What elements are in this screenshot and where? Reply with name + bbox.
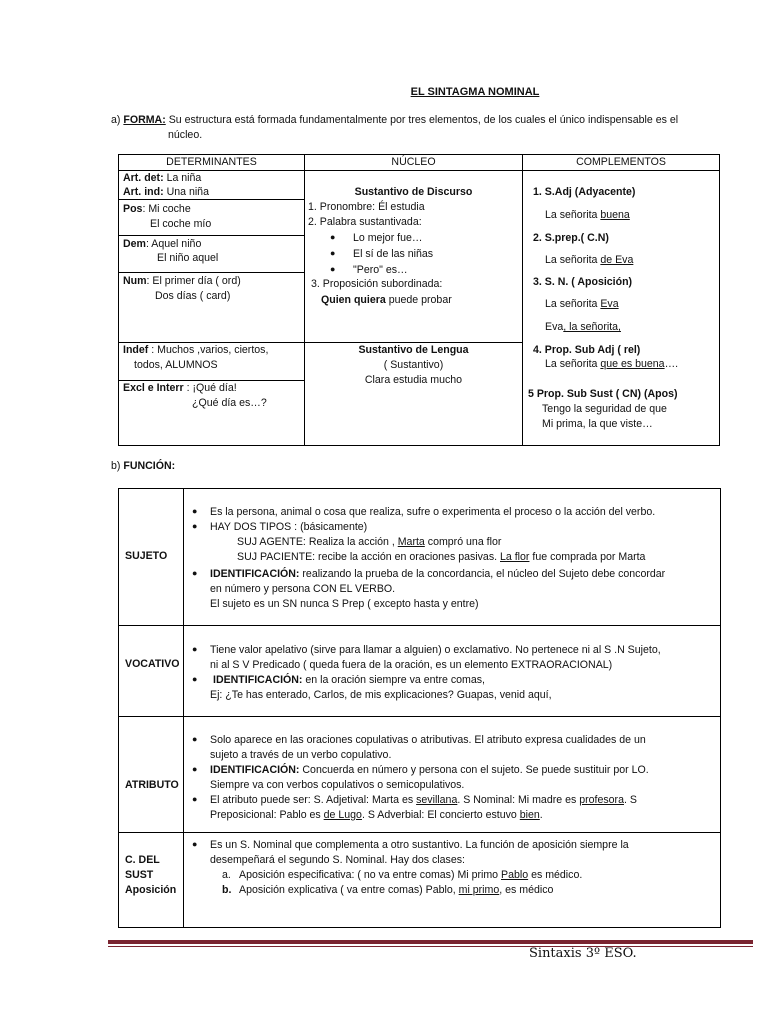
footer-rule-thin: [108, 946, 753, 947]
aposicion-label-2: SUST: [125, 869, 154, 881]
det-excl: Excl e Interr : ¡Qué día!: [123, 382, 237, 394]
aposicion-b: Aposición explicativa ( va entre comas) Pablo, mi primo, es médico: [239, 884, 554, 896]
nucleo-bullet-1: Lo mejor fue…: [353, 232, 423, 244]
vocativo-b1-l2: ni al S V Predicado ( queda fuera de la oración, es un elemento EXTRAORACIONAL): [210, 659, 613, 671]
comp-2-title: 2. S.prep.( C.N): [533, 232, 609, 244]
det-indef: Indef : Muchos ,varios, ciertos,: [123, 344, 269, 356]
header-determinantes: DETERMINANTES: [166, 156, 257, 168]
footer-rule: [108, 940, 753, 944]
aposicion-a-marker: a.: [222, 869, 231, 881]
bullet-icon: ●: [192, 734, 198, 744]
det-dem-2: El niño aquel: [157, 252, 219, 264]
aposicion-label-3: Aposición: [125, 884, 177, 896]
bullet-icon: ●: [192, 764, 198, 774]
vocativo-b2: IDENTIFICACIÓN: en la oración siempre va entre comas,: [213, 674, 485, 686]
forma-line-1: [111, 113, 678, 127]
nucleo-bullet-3: "Pero" es…: [353, 264, 408, 276]
bullet-icon: ●: [192, 794, 198, 804]
forma-table: [118, 154, 720, 446]
forma-text-1: Su estructura está formada fundamentalmente por tres elementos, de los cuales el único indispensable es el: [168, 114, 679, 126]
bullet-icon: ●: [192, 521, 198, 531]
nucleo-item-2: 2. Palabra sustantivada:: [308, 216, 422, 228]
bullet-icon: ●: [192, 644, 198, 654]
nucleo-lengua-ex: Clara estudia mucho: [364, 374, 463, 386]
det-art-ind: Art. ind: Una niña: [123, 186, 209, 198]
vocativo-b2-l2: Ej: ¿Te has enterado, Carlos, de mis explicaciones? Guapas, venid aquí,: [210, 689, 552, 701]
bullet-icon: ●: [192, 506, 198, 516]
comp-5-title: 5 Prop. Sub Sust ( CN) (Apos): [528, 388, 678, 400]
sujeto-b3-l3: El sujeto es un SN nunca S Prep ( excepto hasta y entre): [210, 598, 479, 610]
nucleo-bullet-2: El sí de las niñas: [353, 248, 434, 260]
atributo-b1: Solo aparece en las oraciones copulativas o atributivas. El atributo expresa cualidades de un: [210, 734, 646, 746]
comp-4-example: La señorita que es buena….: [545, 358, 679, 370]
comp-2-example: La señorita de Eva: [545, 254, 634, 266]
bullet-icon: ●: [330, 232, 336, 242]
nucleo-lengua-title: Sustantivo de Lengua: [358, 344, 469, 356]
comp-1-example: La señorita buena: [545, 209, 630, 221]
atributo-label: ATRIBUTO: [125, 779, 179, 791]
sujeto-paciente: SUJ PACIENTE: recibe la acción en oraciones pasivas. La flor fue comprada por Marta: [237, 551, 646, 563]
footer-text: Sintaxis 3º ESO.: [529, 946, 637, 961]
funcion-heading: [111, 459, 175, 473]
header-complementos: COMPLEMENTOS: [576, 156, 666, 168]
aposicion-b1: Es un S. Nominal que complementa a otro sustantivo. La función de aposición siempre la: [210, 839, 629, 851]
aposicion-a: Aposición especificativa: ( no va entre comas) Mi primo Pablo es médico.: [239, 869, 583, 881]
sujeto-b3-l2: en número y persona CON EL VERBO.: [210, 583, 396, 595]
funcion-marker: b): [111, 460, 121, 472]
sujeto-b1: Es la persona, animal o cosa que realiza, sufre o experimenta el proceso o la acción del verbo.: [210, 506, 656, 518]
nucleo-lengua-sub: ( Sustantivo): [383, 359, 444, 371]
comp-5-line-1: Tengo la seguridad de que: [542, 403, 667, 415]
bullet-icon: ●: [192, 674, 198, 684]
aposicion-b1-l2: desempeñará el segundo S. Nominal. Hay dos clases:: [210, 854, 465, 866]
aposicion-label-1: C. DEL: [125, 854, 160, 866]
nucleo-item-1: 1. Pronombre: Él estudia: [308, 201, 425, 213]
vocativo-label: VOCATIVO: [125, 658, 180, 670]
comp-4-title: 4. Prop. Sub Adj ( rel): [533, 344, 641, 356]
nucleo-quien: Quien quiera puede probar: [321, 294, 452, 306]
header-nucleo: NÚCLEO: [391, 156, 436, 168]
comp-3-title: 3. S. N. ( Aposición): [533, 276, 633, 288]
bullet-icon: ●: [192, 568, 198, 578]
forma-text-2: núcleo.: [168, 129, 203, 141]
forma-marker: a): [111, 114, 121, 126]
forma-label: FORMA:: [123, 114, 166, 126]
comp-5-line-2: Mi prima, la que viste…: [542, 418, 653, 430]
atributo-b2: IDENTIFICACIÓN: Concuerda en número y persona con el sujeto. Se puede sustituir por LO.: [210, 764, 649, 776]
aposicion-b-marker: b.: [222, 884, 232, 896]
nucleo-discurso-title: Sustantivo de Discurso: [354, 186, 473, 198]
nucleo-item-3: 3. Proposición subordinada:: [311, 278, 443, 290]
sujeto-b3: IDENTIFICACIÓN: realizando la prueba de la concordancia, el núcleo del Sujeto debe concordar: [210, 568, 666, 580]
det-indef-2: todos, ALUMNOS: [134, 359, 218, 371]
bullet-icon: ●: [192, 839, 198, 849]
atributo-b1-l2: sujeto a través de un verbo copulativo.: [210, 749, 392, 761]
det-num: Num: El primer día ( ord): [123, 275, 241, 287]
sujeto-label: SUJETO: [125, 550, 168, 562]
funcion-table: [118, 488, 721, 928]
page-title: EL SINTAGMA NOMINAL: [410, 86, 540, 98]
det-pos-2: El coche mío: [150, 218, 212, 230]
vocativo-b1: Tiene valor apelativo (sirve para llamar a alguien) o exclamativo. No pertenece ni al S .N Sujeto,: [210, 644, 661, 656]
sujeto-agente: SUJ AGENTE: Realiza la acción , Marta compró una flor: [237, 536, 502, 548]
comp-3-example: La señorita Eva: [545, 298, 619, 310]
comp-3-example-2: Eva, la señorita,: [545, 321, 621, 333]
sujeto-b2: HAY DOS TIPOS : (básicamente): [210, 521, 368, 533]
det-excl-2: ¿Qué día es…?: [192, 397, 267, 409]
funcion-label: FUNCIÓN:: [123, 460, 176, 472]
bullet-icon: ●: [330, 248, 336, 258]
det-pos: Pos: Mi coche: [123, 203, 191, 215]
atributo-b3: El atributo puede ser: S. Adjetival: Marta es sevillana. S Nominal: Mi madre es profesora. S: [210, 794, 637, 806]
det-art-det: Art. det: La niña: [123, 172, 202, 184]
atributo-b2-l2: Siempre va con verbos copulativos o semicopulativos.: [210, 779, 465, 791]
atributo-b3-l2: Preposicional: Pablo es de Lugo. S Adverbial: El concierto estuvo bien.: [210, 809, 543, 821]
bullet-icon: ●: [330, 264, 336, 274]
comp-1-title: 1. S.Adj (Adyacente): [533, 186, 636, 198]
det-dem: Dem: Aquel niño: [123, 238, 202, 250]
det-num-2: Dos días ( card): [155, 290, 231, 302]
